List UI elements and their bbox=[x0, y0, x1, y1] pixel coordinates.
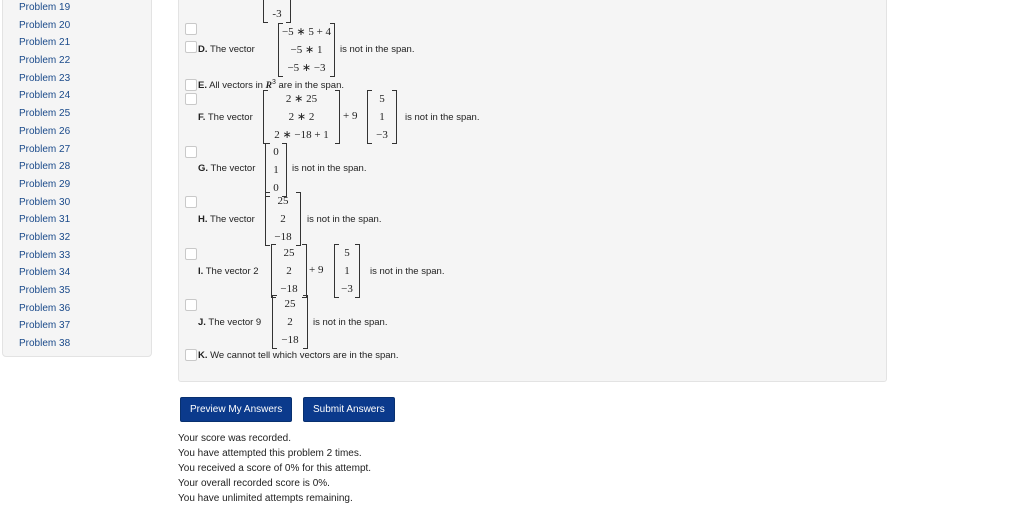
option-d-label: D. The vector bbox=[198, 44, 255, 55]
sidebar-item-problem[interactable]: Problem 34 bbox=[19, 267, 71, 279]
option-j-suffix: is not in the span. bbox=[313, 317, 388, 328]
submit-answers-button[interactable]: Submit Answers bbox=[303, 397, 395, 422]
plus-sign: + 9 bbox=[309, 264, 324, 276]
matrix-entry: 2 bbox=[286, 265, 292, 277]
sidebar-item-problem[interactable]: Problem 24 bbox=[19, 90, 71, 102]
sidebar-item-problem[interactable]: Problem 26 bbox=[19, 125, 71, 137]
option-i-suffix: is not in the span. bbox=[370, 266, 445, 277]
sidebar-item-problem[interactable]: Problem 19 bbox=[19, 2, 71, 13]
sidebar-item-problem[interactable]: Problem 37 bbox=[19, 320, 71, 332]
result-line: Your overall recorded score is 0%. bbox=[178, 478, 330, 489]
sidebar-item-problem[interactable]: Problem 20 bbox=[19, 19, 71, 31]
option-g-suffix: is not in the span. bbox=[292, 163, 367, 174]
option-i-checkbox[interactable] bbox=[185, 248, 197, 260]
sidebar-item-problem[interactable]: Problem 33 bbox=[19, 249, 71, 261]
option-f-label: F. The vector bbox=[198, 112, 253, 123]
matrix-entry: −5 ∗ −3 bbox=[287, 62, 326, 74]
plus-sign: + 9 bbox=[343, 110, 358, 122]
matrix-entry: −5 ∗ 5 + 4 bbox=[281, 26, 332, 38]
matrix-entry: 2 ∗ 25 bbox=[285, 93, 318, 105]
matrix-entry: 25 bbox=[277, 195, 289, 207]
option-h-label: H. The vector bbox=[198, 214, 255, 225]
option-g-checkbox[interactable] bbox=[185, 146, 197, 158]
problem-list bbox=[19, 0, 70, 353]
option-j-label: J. The vector 9 bbox=[198, 317, 262, 328]
sidebar-item-problem[interactable]: Problem 31 bbox=[19, 214, 71, 226]
option-k-checkbox[interactable] bbox=[185, 349, 197, 361]
sidebar-item-problem[interactable]: Problem 35 bbox=[19, 285, 71, 296]
matrix-entry: −18 bbox=[280, 283, 298, 295]
sidebar-item-problem[interactable]: Problem 32 bbox=[19, 231, 71, 243]
matrix-entry: 0 bbox=[273, 146, 279, 158]
matrix-entry: 0 bbox=[273, 182, 279, 194]
option-j-vector bbox=[272, 295, 308, 349]
matrix-entry: 25 bbox=[283, 247, 295, 259]
sidebar-item-problem[interactable]: Problem 38 bbox=[19, 338, 71, 350]
option-e-label: E. All vectors in $R^3$ are in the span. bbox=[198, 79, 344, 92]
option-k-label: K. We cannot tell which vectors are in the span. bbox=[198, 350, 399, 361]
sidebar-item-problem[interactable]: Problem 29 bbox=[19, 178, 71, 190]
option-f-vector-2 bbox=[367, 90, 397, 144]
matrix-entry: 1 bbox=[273, 164, 279, 176]
preview-answers-button[interactable]: Preview My Answers bbox=[180, 397, 292, 422]
sidebar-item-problem[interactable]: Problem 27 bbox=[19, 143, 71, 155]
option-j-checkbox[interactable] bbox=[185, 299, 197, 311]
sidebar-item-problem[interactable]: Problem 25 bbox=[19, 108, 71, 120]
matrix-entry: −3 bbox=[376, 129, 388, 141]
option-d-suffix: is not in the span. bbox=[340, 44, 415, 55]
sidebar-item-problem[interactable]: Problem 30 bbox=[19, 196, 71, 208]
matrix-entry: 25 bbox=[284, 298, 296, 310]
option-i-vector-2 bbox=[334, 244, 360, 298]
option-g-vector bbox=[265, 143, 287, 197]
option-d-vector bbox=[278, 23, 335, 77]
result-line: You have unlimited attempts remaining. bbox=[178, 493, 353, 504]
sidebar-item-problem[interactable]: Problem 36 bbox=[19, 302, 71, 314]
problem-list-sidebar bbox=[2, 0, 152, 357]
matrix-entry: −18 bbox=[274, 231, 292, 243]
matrix-entry: 2 ∗ 2 bbox=[288, 111, 315, 123]
matrix-entry: 1 bbox=[344, 265, 350, 277]
result-line: You have attempted this problem 2 times. bbox=[178, 448, 362, 459]
option-f-vector bbox=[263, 90, 340, 144]
option-d-checkbox[interactable] bbox=[185, 41, 197, 53]
score-results bbox=[178, 431, 371, 506]
option-g-label: G. The vector bbox=[198, 163, 256, 174]
option-f-suffix: is not in the span. bbox=[405, 112, 480, 123]
matrix-entry: 2 bbox=[287, 316, 293, 328]
option-h-checkbox[interactable] bbox=[185, 196, 197, 208]
option-e-checkbox[interactable] bbox=[185, 79, 197, 91]
sidebar-item-problem[interactable]: Problem 28 bbox=[19, 161, 71, 173]
option-i-label: I. The vector 2 bbox=[198, 266, 259, 277]
matrix-entry: −5 ∗ 1 bbox=[290, 44, 323, 56]
option-h-suffix: is not in the span. bbox=[307, 214, 382, 225]
result-line: Your score was recorded. bbox=[178, 433, 292, 444]
option-f-checkbox[interactable] bbox=[185, 93, 197, 105]
option-c-entry: -3 bbox=[272, 8, 282, 20]
matrix-entry: −3 bbox=[341, 283, 353, 295]
matrix-entry: 2 bbox=[280, 213, 286, 225]
sidebar-item-problem[interactable]: Problem 22 bbox=[19, 55, 71, 67]
matrix-entry: −18 bbox=[281, 334, 299, 346]
option-h-vector bbox=[265, 192, 301, 246]
sidebar-item-problem[interactable]: Problem 23 bbox=[19, 72, 71, 84]
option-c-checkbox[interactable] bbox=[185, 23, 197, 35]
matrix-entry: 1 bbox=[379, 111, 385, 123]
sidebar-item-problem[interactable]: Problem 21 bbox=[19, 37, 71, 49]
matrix-entry: 2 ∗ −18 + 1 bbox=[274, 129, 329, 141]
matrix-entry: 5 bbox=[344, 247, 350, 259]
option-c-vector bbox=[263, 0, 291, 23]
matrix-entry: 5 bbox=[379, 93, 385, 105]
result-line: You received a score of 0% for this attempt. bbox=[178, 463, 372, 474]
option-i-vector bbox=[271, 244, 307, 298]
